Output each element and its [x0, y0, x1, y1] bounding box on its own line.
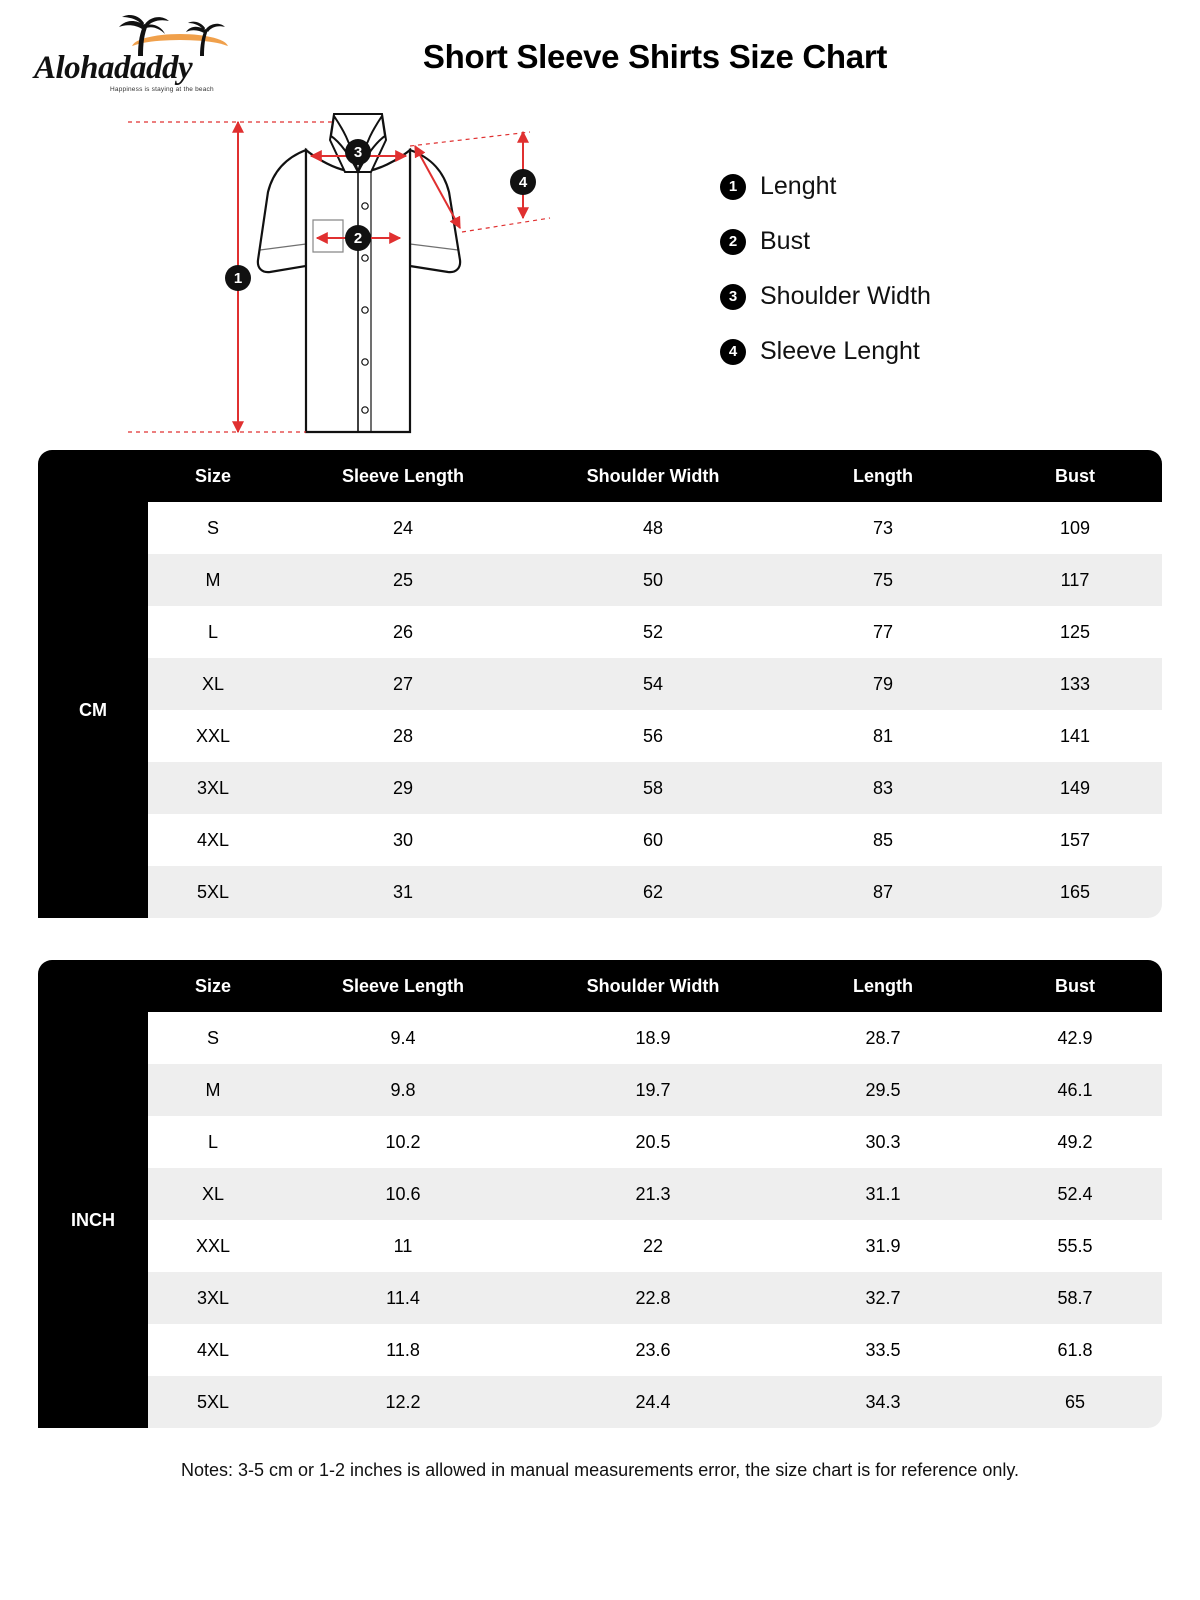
cell-shoulder: 52 — [528, 606, 778, 658]
table-row — [38, 710, 1162, 762]
legend-badge-3: 3 — [720, 284, 746, 310]
cell-length: 28.7 — [778, 1012, 988, 1064]
table-row — [38, 1272, 1162, 1324]
svg-text:2: 2 — [353, 230, 363, 247]
cell-shoulder: 23.6 — [528, 1324, 778, 1376]
cell-bust: 46.1 — [988, 1064, 1162, 1116]
cell-shoulder: 56 — [528, 710, 778, 762]
cell-length: 30.3 — [778, 1116, 988, 1168]
cell-bust: 109 — [988, 502, 1162, 554]
cell-sleeve: 11.4 — [278, 1272, 528, 1324]
table-gap — [0, 918, 1200, 960]
legend-item-length — [720, 172, 931, 201]
cell-bust: 49.2 — [988, 1116, 1162, 1168]
cell-sleeve: 9.8 — [278, 1064, 528, 1116]
cell-shoulder: 19.7 — [528, 1064, 778, 1116]
page-header — [0, 0, 1200, 110]
legend-label-2: Bust — [760, 227, 811, 255]
cell-bust: 55.5 — [988, 1220, 1162, 1272]
cm-unit-label: CM — [38, 502, 148, 918]
cell-size: XXL — [148, 1220, 278, 1272]
cell-sleeve: 24 — [278, 502, 528, 554]
cell-shoulder: 24.4 — [528, 1376, 778, 1428]
cell-length: 85 — [778, 814, 988, 866]
cell-bust: 58.7 — [988, 1272, 1162, 1324]
legend-label-3: Shoulder Width — [760, 282, 931, 310]
cell-length: 79 — [778, 658, 988, 710]
cell-length: 83 — [778, 762, 988, 814]
cm-unit-header — [38, 450, 148, 502]
cell-shoulder: 58 — [528, 762, 778, 814]
svg-text:3: 3 — [353, 144, 363, 161]
table-row — [38, 1064, 1162, 1116]
brand-name: Alohadaddy — [34, 50, 193, 86]
cell-shoulder: 20.5 — [528, 1116, 778, 1168]
cell-length: 87 — [778, 866, 988, 918]
inch-header-row — [38, 960, 1162, 1012]
legend-label-4: Sleeve Lenght — [760, 337, 920, 365]
cell-shoulder: 48 — [528, 502, 778, 554]
table-row — [38, 1168, 1162, 1220]
cell-shoulder: 21.3 — [528, 1168, 778, 1220]
table-row — [38, 814, 1162, 866]
cell-bust: 117 — [988, 554, 1162, 606]
cm-table-body — [38, 502, 1162, 918]
legend-badge-2: 2 — [720, 229, 746, 255]
cell-size: XL — [148, 1168, 278, 1220]
cell-length: 31.1 — [778, 1168, 988, 1220]
table-row — [38, 1220, 1162, 1272]
legend-item-shoulder-width — [720, 282, 931, 311]
cell-sleeve: 28 — [278, 710, 528, 762]
svg-text:4: 4 — [518, 174, 528, 191]
inch-col-shoulder-width: Shoulder Width — [528, 960, 778, 1012]
cell-bust: 65 — [988, 1376, 1162, 1428]
cell-sleeve: 26 — [278, 606, 528, 658]
inch-table-body — [38, 1012, 1162, 1428]
legend-badge-1: 1 — [720, 174, 746, 200]
cm-header-row — [38, 450, 1162, 502]
cell-shoulder: 18.9 — [528, 1012, 778, 1064]
cell-shoulder: 54 — [528, 658, 778, 710]
inch-size-table — [38, 960, 1162, 1428]
cell-length: 73 — [778, 502, 988, 554]
cm-size-table — [38, 450, 1162, 918]
inch-col-size: Size — [148, 960, 278, 1012]
cell-size: S — [148, 1012, 278, 1064]
cell-sleeve: 25 — [278, 554, 528, 606]
cell-size: L — [148, 1116, 278, 1168]
cell-sleeve: 12.2 — [278, 1376, 528, 1428]
cell-size: 4XL — [148, 814, 278, 866]
cell-shoulder: 22.8 — [528, 1272, 778, 1324]
cell-bust: 125 — [988, 606, 1162, 658]
cell-size: 5XL — [148, 866, 278, 918]
cell-size: L — [148, 606, 278, 658]
cell-size: XXL — [148, 710, 278, 762]
cell-size: 4XL — [148, 1324, 278, 1376]
inch-unit-header — [38, 960, 148, 1012]
cell-length: 75 — [778, 554, 988, 606]
inch-col-sleeve-length: Sleeve Length — [278, 960, 528, 1012]
table-row — [38, 606, 1162, 658]
cm-size-table-block — [38, 450, 1162, 918]
cell-bust: 165 — [988, 866, 1162, 918]
table-row — [38, 658, 1162, 710]
cell-length: 32.7 — [778, 1272, 988, 1324]
shirt-illustration — [110, 110, 670, 455]
cell-shoulder: 60 — [528, 814, 778, 866]
cell-shoulder: 62 — [528, 866, 778, 918]
table-row — [38, 554, 1162, 606]
cell-sleeve: 10.2 — [278, 1116, 528, 1168]
cell-shoulder: 50 — [528, 554, 778, 606]
inch-size-table-block — [38, 960, 1162, 1428]
svg-text:1: 1 — [233, 270, 243, 287]
cell-bust: 149 — [988, 762, 1162, 814]
cell-bust: 52.4 — [988, 1168, 1162, 1220]
measurement-legend — [720, 172, 931, 392]
measurement-diagram — [0, 110, 1200, 450]
cell-bust: 141 — [988, 710, 1162, 762]
table-row — [38, 762, 1162, 814]
table-row — [38, 1324, 1162, 1376]
cell-sleeve: 27 — [278, 658, 528, 710]
cm-col-shoulder-width: Shoulder Width — [528, 450, 778, 502]
cell-sleeve: 30 — [278, 814, 528, 866]
cell-shoulder: 22 — [528, 1220, 778, 1272]
table-row — [38, 1116, 1162, 1168]
cell-size: 3XL — [148, 1272, 278, 1324]
inch-table-head — [38, 960, 1162, 1012]
table-row — [38, 866, 1162, 918]
cell-size: M — [148, 554, 278, 606]
cell-bust: 61.8 — [988, 1324, 1162, 1376]
cell-length: 33.5 — [778, 1324, 988, 1376]
page-title: Short Sleeve Shirts Size Chart — [422, 38, 888, 75]
cell-size: XL — [148, 658, 278, 710]
cell-bust: 157 — [988, 814, 1162, 866]
inch-col-length: Length — [778, 960, 988, 1012]
brand-tagline: Happiness is staying at the beach — [110, 86, 214, 93]
cell-size: 5XL — [148, 1376, 278, 1428]
cell-length: 31.9 — [778, 1220, 988, 1272]
cm-col-sleeve-length: Sleeve Length — [278, 450, 528, 502]
cell-sleeve: 11.8 — [278, 1324, 528, 1376]
cell-size: S — [148, 502, 278, 554]
cell-bust: 42.9 — [988, 1012, 1162, 1064]
cm-col-length: Length — [778, 450, 988, 502]
cell-length: 77 — [778, 606, 988, 658]
cell-length: 81 — [778, 710, 988, 762]
table-row — [38, 1012, 1162, 1064]
cell-sleeve: 9.4 — [278, 1012, 528, 1064]
cm-table-head — [38, 450, 1162, 502]
legend-item-sleeve-length — [720, 337, 931, 366]
inch-col-bust: Bust — [988, 960, 1162, 1012]
legend-label-1: Lenght — [760, 172, 837, 200]
legend-item-bust — [720, 227, 931, 256]
inch-unit-label: INCH — [38, 1012, 148, 1428]
legend-badge-4: 4 — [720, 339, 746, 365]
cell-sleeve: 31 — [278, 866, 528, 918]
cell-sleeve: 11 — [278, 1220, 528, 1272]
cell-sleeve: 29 — [278, 762, 528, 814]
cell-bust: 133 — [988, 658, 1162, 710]
table-row — [38, 502, 1162, 554]
cell-length: 29.5 — [778, 1064, 988, 1116]
footer-notes: Notes: 3-5 cm or 1-2 inches is allowed in manual measurements error, the size chart is for reference only. — [180, 1460, 1020, 1480]
cm-col-bust: Bust — [988, 450, 1162, 502]
cell-sleeve: 10.6 — [278, 1168, 528, 1220]
cell-size: 3XL — [148, 762, 278, 814]
table-row — [38, 1376, 1162, 1428]
cm-col-size: Size — [148, 450, 278, 502]
cell-length: 34.3 — [778, 1376, 988, 1428]
cell-size: M — [148, 1064, 278, 1116]
